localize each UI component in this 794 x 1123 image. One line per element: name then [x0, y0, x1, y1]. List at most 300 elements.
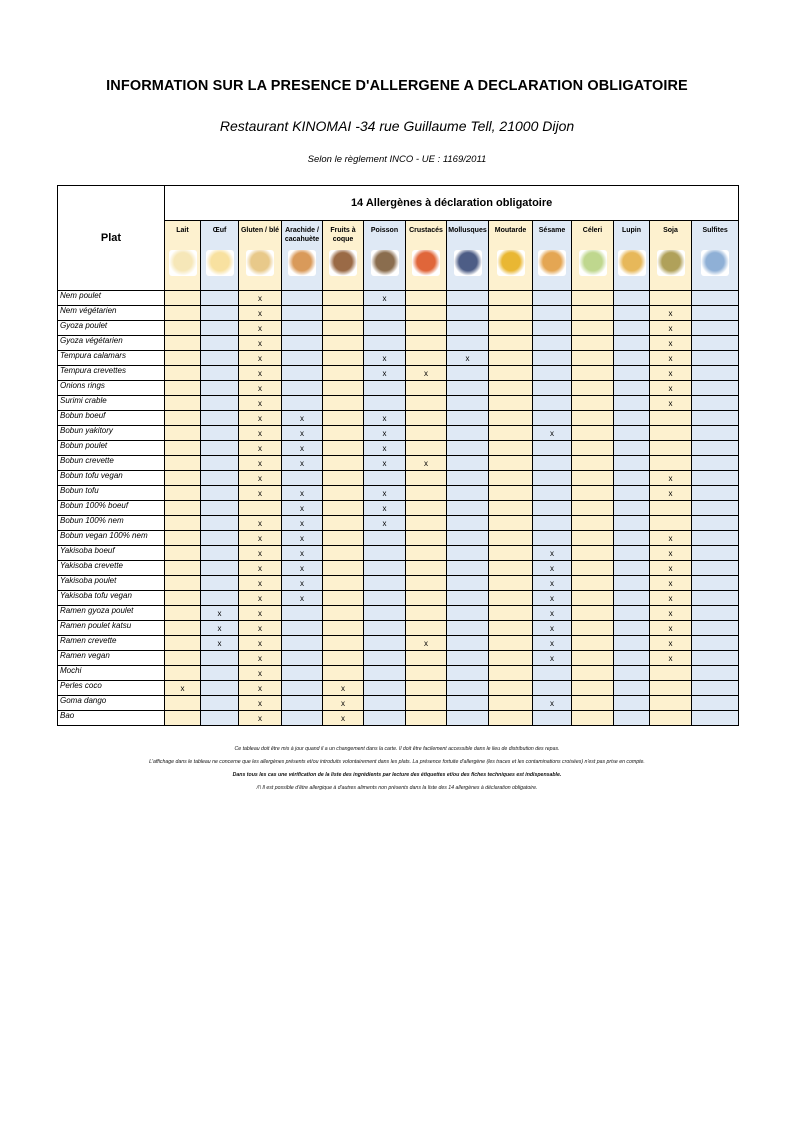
- allergen-cell: [364, 591, 406, 606]
- allergen-cell: [489, 351, 533, 366]
- allergen-cell: x: [364, 411, 406, 426]
- allergen-cell: x: [364, 291, 406, 306]
- allergen-cell: [201, 321, 239, 336]
- allergen-cell: [692, 666, 739, 681]
- allergen-cell: x: [650, 636, 692, 651]
- allergen-cell: [201, 336, 239, 351]
- allergen-cell: x: [323, 681, 364, 696]
- table-row: [58, 531, 739, 546]
- allergen-cell: [201, 351, 239, 366]
- allergen-cell: [614, 606, 650, 621]
- allergen-cell: [406, 576, 447, 591]
- allergen-cell: [201, 291, 239, 306]
- allergen-cell: [614, 681, 650, 696]
- allergen-cell: x: [364, 501, 406, 516]
- plat-header: Plat: [58, 186, 165, 291]
- allergen-cell: [489, 636, 533, 651]
- allergen-header: [614, 221, 650, 291]
- allergen-cell: [282, 381, 323, 396]
- allergen-cell: [201, 501, 239, 516]
- allergen-cell: [572, 591, 614, 606]
- allergen-cell: x: [239, 651, 282, 666]
- allergen-cell: [489, 486, 533, 501]
- allergen-cell: [165, 321, 201, 336]
- shrimp-icon: [412, 250, 440, 276]
- allergen-cell: [614, 336, 650, 351]
- allergen-cell: [447, 531, 489, 546]
- note-update: Ce tableau doit être mis à jour quand il a un changement dans la carte. Il doit être facilement accessible dans le lieu de distribution des repas.: [234, 746, 560, 752]
- allergen-cell: [364, 381, 406, 396]
- allergen-cell: [406, 291, 447, 306]
- allergen-cell: [650, 441, 692, 456]
- allergen-cell: x: [282, 561, 323, 576]
- allergen-cell: x: [239, 441, 282, 456]
- mussel-icon: [454, 250, 482, 276]
- allergen-cell: [201, 381, 239, 396]
- mustard-icon: [497, 250, 525, 276]
- allergen-cell: [165, 291, 201, 306]
- allergen-cell: x: [239, 561, 282, 576]
- allergen-cell: [489, 651, 533, 666]
- allergen-cell: [323, 381, 364, 396]
- allergen-cell: [692, 591, 739, 606]
- allergen-cell: [282, 711, 323, 726]
- allergen-cell: x: [364, 351, 406, 366]
- allergen-cell: [165, 516, 201, 531]
- allergen-cell: x: [282, 546, 323, 561]
- allergen-cell: [201, 576, 239, 591]
- allergen-cell: x: [239, 711, 282, 726]
- peanut-icon: [288, 250, 316, 276]
- allergen-cell: [533, 381, 572, 396]
- allergen-cell: [201, 306, 239, 321]
- allergen-cell: [489, 456, 533, 471]
- allergen-cell: [614, 621, 650, 636]
- allergen-cell: [692, 321, 739, 336]
- allergen-cell: x: [533, 636, 572, 651]
- allergen-cell: [614, 516, 650, 531]
- allergen-cell: [614, 576, 650, 591]
- allergen-cell: x: [533, 546, 572, 561]
- restaurant-address: Restaurant KINOMAI -34 rue Guillaume Tell, 21000 Dijon: [219, 118, 575, 134]
- allergen-cell: [323, 666, 364, 681]
- allergen-cell: [323, 501, 364, 516]
- allergen-cell: [165, 696, 201, 711]
- allergen-cell: [692, 711, 739, 726]
- allergen-cell: x: [282, 576, 323, 591]
- allergen-cell: [489, 471, 533, 486]
- allergen-cell: [282, 321, 323, 336]
- allergen-cell: x: [239, 366, 282, 381]
- allergen-cell: [364, 531, 406, 546]
- allergen-cell: x: [447, 351, 489, 366]
- allergen-cell: x: [239, 546, 282, 561]
- allergen-cell: [572, 306, 614, 321]
- allergen-cell: [447, 411, 489, 426]
- allergen-name: Lait: [176, 227, 189, 234]
- dish-name: Yakisoba boeuf: [58, 546, 165, 561]
- allergen-cell: [406, 321, 447, 336]
- allergen-cell: [489, 426, 533, 441]
- allergen-cell: [692, 561, 739, 576]
- allergen-cell: [614, 456, 650, 471]
- allergen-cell: [692, 606, 739, 621]
- allergen-cell: x: [364, 516, 406, 531]
- allergen-cell: [364, 711, 406, 726]
- allergen-cell: [447, 381, 489, 396]
- allergen-cell: [692, 426, 739, 441]
- lupin-icon: [618, 250, 646, 276]
- allergen-cell: [406, 411, 447, 426]
- allergen-cell: x: [364, 426, 406, 441]
- allergen-cell: x: [282, 531, 323, 546]
- milk-icon: [169, 250, 197, 276]
- allergen-cell: [533, 411, 572, 426]
- allergen-cell: [201, 486, 239, 501]
- table-row: [58, 666, 739, 681]
- table-row: [58, 621, 739, 636]
- dish-name: Yakisoba crevette: [58, 561, 165, 576]
- allergen-cell: x: [282, 441, 323, 456]
- allergen-cell: [165, 351, 201, 366]
- allergen-cell: x: [165, 681, 201, 696]
- allergen-cell: [323, 591, 364, 606]
- allergen-cell: [165, 426, 201, 441]
- allergen-cell: [447, 471, 489, 486]
- allergen-cell: [447, 501, 489, 516]
- dish-name: Bobun 100% nem: [58, 516, 165, 531]
- allergen-cell: [614, 636, 650, 651]
- table-row: [58, 546, 739, 561]
- allergen-cell: [447, 651, 489, 666]
- note-scope: L'affichage dans le tableau ne concerne que les allergènes présents et/ou introduits volontairement dans les plats. La présence fortuite d'allergène (les traces et les contaminations croisées) n'est pas prise en compte.: [149, 759, 645, 765]
- allergen-cell: [364, 306, 406, 321]
- allergen-cell: [650, 666, 692, 681]
- allergen-cell: [165, 606, 201, 621]
- allergen-cell: x: [364, 486, 406, 501]
- allergen-cell: [692, 501, 739, 516]
- allergen-cell: x: [650, 396, 692, 411]
- wheat-bread-icon: [246, 250, 274, 276]
- allergen-cell: [614, 651, 650, 666]
- allergen-cell: x: [650, 651, 692, 666]
- allergen-cell: [447, 291, 489, 306]
- dish-name: Nem poulet: [58, 291, 165, 306]
- fish-icon: [371, 250, 399, 276]
- dish-name: Tempura calamars: [58, 351, 165, 366]
- allergen-cell: [489, 516, 533, 531]
- note-other-allergies: /!\ Il est possible d'être allergique à d'autres aliments non présents dans la liste des 14 allergènes à déclaration obligatoire.: [256, 785, 538, 791]
- allergen-cell: [364, 561, 406, 576]
- allergen-cell: [692, 531, 739, 546]
- allergen-cell: [282, 336, 323, 351]
- allergen-cell: [614, 531, 650, 546]
- allergen-cell: [323, 336, 364, 351]
- allergen-cell: [165, 711, 201, 726]
- allergen-cell: x: [533, 696, 572, 711]
- allergen-cell: [650, 696, 692, 711]
- allergen-cell: [572, 546, 614, 561]
- allergen-cell: [650, 426, 692, 441]
- allergen-cell: x: [406, 636, 447, 651]
- allergen-cell: [489, 531, 533, 546]
- allergen-cell: [447, 621, 489, 636]
- allergen-cell: x: [282, 456, 323, 471]
- allergen-cell: x: [239, 381, 282, 396]
- allergen-cell: [201, 516, 239, 531]
- allergen-cell: [282, 366, 323, 381]
- allergen-cell: [239, 501, 282, 516]
- allergen-cell: [165, 441, 201, 456]
- allergen-cell: [533, 666, 572, 681]
- allergen-cell: [282, 621, 323, 636]
- allergen-cell: [406, 351, 447, 366]
- allergen-cell: [201, 426, 239, 441]
- allergen-cell: [201, 591, 239, 606]
- allergen-cell: [165, 591, 201, 606]
- allergen-cell: [406, 606, 447, 621]
- table-row: [58, 366, 739, 381]
- allergen-cell: [614, 321, 650, 336]
- allergen-cell: x: [239, 681, 282, 696]
- allergen-cell: [572, 486, 614, 501]
- allergen-cell: x: [364, 441, 406, 456]
- allergen-cell: x: [323, 696, 364, 711]
- allergen-cell: [572, 411, 614, 426]
- allergen-cell: [533, 321, 572, 336]
- allergen-cell: [447, 336, 489, 351]
- table-row: [58, 711, 739, 726]
- allergen-name: Sulfites: [702, 227, 728, 234]
- dish-name: Bobun boeuf: [58, 411, 165, 426]
- allergen-cell: x: [239, 666, 282, 681]
- allergen-cell: [165, 336, 201, 351]
- allergen-cell: [323, 291, 364, 306]
- dish-name: Yakisoba poulet: [58, 576, 165, 591]
- allergen-cell: x: [282, 486, 323, 501]
- allergen-cell: [489, 606, 533, 621]
- dish-name: Ramen vegan: [58, 651, 165, 666]
- allergen-cell: [572, 456, 614, 471]
- allergen-cell: [282, 636, 323, 651]
- allergen-cell: [447, 666, 489, 681]
- allergen-cell: [406, 711, 447, 726]
- allergen-cell: [692, 351, 739, 366]
- note-verification: Dans tous les cas une vérification de la liste des ingrédients par lecture des étiquettes et/ou des fiches techniques est indispensable.: [232, 772, 562, 778]
- allergen-cell: x: [239, 426, 282, 441]
- dish-name: Goma dango: [58, 696, 165, 711]
- allergen-cell: x: [650, 366, 692, 381]
- allergen-cell: [282, 471, 323, 486]
- allergen-cell: [201, 366, 239, 381]
- allergen-cell: x: [533, 621, 572, 636]
- allergen-cell: [406, 471, 447, 486]
- allergen-header: [533, 221, 572, 291]
- allergen-cell: [447, 546, 489, 561]
- allergen-cell: [447, 456, 489, 471]
- allergen-cell: [572, 651, 614, 666]
- allergen-cell: x: [239, 621, 282, 636]
- allergen-cell: [201, 471, 239, 486]
- allergen-cell: [692, 396, 739, 411]
- table-row: [58, 321, 739, 336]
- allergen-cell: x: [650, 321, 692, 336]
- allergen-cell: [614, 561, 650, 576]
- allergen-cell: x: [239, 456, 282, 471]
- allergen-cell: [447, 606, 489, 621]
- allergen-cell: [323, 651, 364, 666]
- soy-icon: [657, 250, 685, 276]
- allergen-cell: [650, 711, 692, 726]
- table-row: [58, 471, 739, 486]
- allergen-header: [650, 221, 692, 291]
- allergen-cell: [323, 396, 364, 411]
- allergen-cell: [614, 591, 650, 606]
- allergen-cell: x: [239, 486, 282, 501]
- allergen-header: [692, 221, 739, 291]
- table-row: [58, 336, 739, 351]
- allergen-cell: [572, 696, 614, 711]
- allergen-cell: [447, 681, 489, 696]
- allergen-cell: x: [533, 591, 572, 606]
- allergen-cell: [489, 696, 533, 711]
- allergen-cell: [692, 456, 739, 471]
- allergen-cell: x: [533, 651, 572, 666]
- allergen-cell: [447, 426, 489, 441]
- allergen-cell: [533, 351, 572, 366]
- allergen-cell: [323, 546, 364, 561]
- allergen-cell: [323, 531, 364, 546]
- allergen-cell: x: [239, 531, 282, 546]
- allergen-cell: x: [650, 591, 692, 606]
- table-row: [58, 291, 739, 306]
- allergen-name: Mollusques: [448, 227, 487, 234]
- allergen-cell: [572, 396, 614, 411]
- dish-name: Bobun 100% boeuf: [58, 501, 165, 516]
- allergen-cell: [614, 426, 650, 441]
- allergen-cell: x: [650, 306, 692, 321]
- allergen-cell: [406, 546, 447, 561]
- allergen-cell: [447, 711, 489, 726]
- allergen-cell: x: [282, 411, 323, 426]
- allergen-cell: [650, 681, 692, 696]
- dish-name: Ramen gyoza poulet: [58, 606, 165, 621]
- allergen-cell: [489, 411, 533, 426]
- allergen-cell: [447, 696, 489, 711]
- allergen-cell: [614, 366, 650, 381]
- dish-name: Nem végétarien: [58, 306, 165, 321]
- allergen-cell: x: [239, 321, 282, 336]
- allergen-cell: [572, 441, 614, 456]
- allergen-cell: [572, 711, 614, 726]
- allergen-cell: [282, 291, 323, 306]
- allergen-cell: [572, 606, 614, 621]
- allergen-cell: [201, 561, 239, 576]
- allergen-cell: [282, 396, 323, 411]
- allergen-cell: x: [239, 396, 282, 411]
- allergen-cell: [201, 696, 239, 711]
- allergen-cell: x: [650, 606, 692, 621]
- allergen-cell: x: [239, 306, 282, 321]
- allergen-cell: [323, 321, 364, 336]
- allergen-cell: [533, 291, 572, 306]
- dish-name: Yakisoba tofu vegan: [58, 591, 165, 606]
- allergen-cell: [533, 711, 572, 726]
- allergen-header: [364, 221, 406, 291]
- allergen-cell: [282, 696, 323, 711]
- allergen-cell: [323, 306, 364, 321]
- allergen-cell: [489, 501, 533, 516]
- allergen-cell: [614, 696, 650, 711]
- allergen-cell: [364, 396, 406, 411]
- allergen-cell: [406, 516, 447, 531]
- table-row: [58, 441, 739, 456]
- dish-name: Bobun yakitory: [58, 426, 165, 441]
- allergen-cell: [406, 621, 447, 636]
- table-row: [58, 636, 739, 651]
- table-row: [58, 696, 739, 711]
- allergen-cell: [489, 711, 533, 726]
- allergen-cell: [692, 576, 739, 591]
- allergen-cell: x: [650, 486, 692, 501]
- allergen-header: [323, 221, 364, 291]
- allergen-cell: [201, 546, 239, 561]
- egg-icon: [206, 250, 234, 276]
- allergen-cell: [614, 471, 650, 486]
- allergen-cell: [364, 636, 406, 651]
- allergen-cell: [692, 471, 739, 486]
- allergen-cell: [165, 666, 201, 681]
- allergen-cell: [692, 636, 739, 651]
- allergen-cell: [323, 516, 364, 531]
- allergen-cell: x: [201, 606, 239, 621]
- table-row: [58, 486, 739, 501]
- allergen-cell: [282, 606, 323, 621]
- allergen-cell: [165, 561, 201, 576]
- allergen-table: [57, 185, 739, 726]
- allergen-cell: [572, 636, 614, 651]
- allergen-cell: [323, 561, 364, 576]
- allergen-cell: [165, 576, 201, 591]
- allergen-cell: [692, 291, 739, 306]
- allergen-name: Céleri: [582, 227, 603, 234]
- allergen-cell: [650, 516, 692, 531]
- allergen-cell: [364, 696, 406, 711]
- dish-name: Ramen poulet katsu: [58, 621, 165, 636]
- table-row: [58, 381, 739, 396]
- allergen-cell: [692, 546, 739, 561]
- allergen-cell: [323, 621, 364, 636]
- allergen-cell: [533, 456, 572, 471]
- allergen-name: Soja: [663, 227, 678, 234]
- dish-name: Bobun vegan 100% nem: [58, 531, 165, 546]
- allergen-name: Œuf: [212, 227, 227, 234]
- allergen-cell: [323, 636, 364, 651]
- allergen-header: [239, 221, 282, 291]
- allergen-cell: x: [406, 456, 447, 471]
- allergen-cell: [614, 711, 650, 726]
- allergen-cell: [323, 351, 364, 366]
- allergen-cell: [165, 651, 201, 666]
- allergen-cell: [447, 321, 489, 336]
- table-row: [58, 516, 739, 531]
- allergen-cell: [406, 696, 447, 711]
- allergen-cell: [165, 366, 201, 381]
- allergen-cell: [489, 381, 533, 396]
- allergen-cell: [533, 501, 572, 516]
- page-title: INFORMATION SUR LA PRESENCE D'ALLERGENE A DECLARATION OBLIGATOIRE: [106, 78, 688, 94]
- dish-name: Bobun poulet: [58, 441, 165, 456]
